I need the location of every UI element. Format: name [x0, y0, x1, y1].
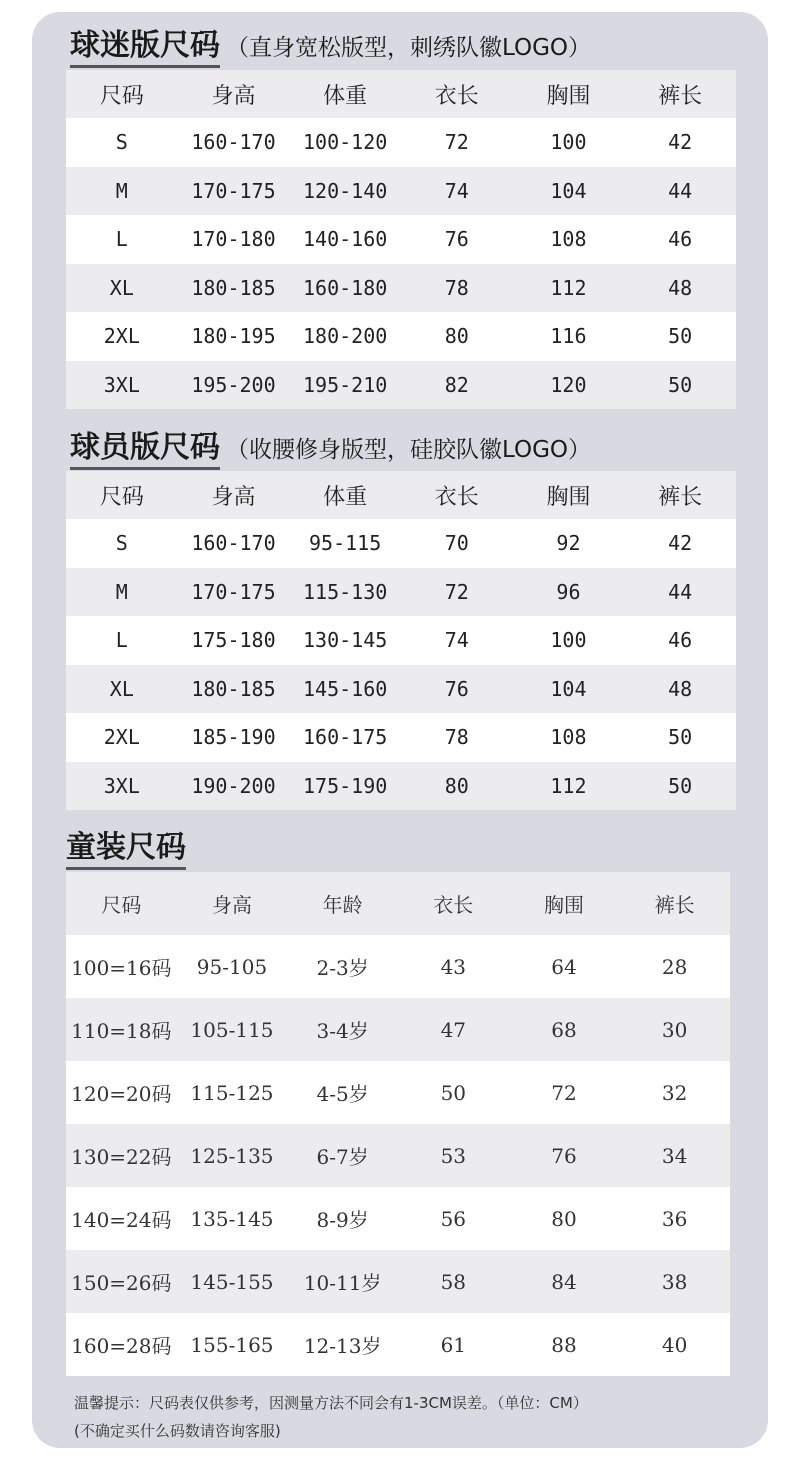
header-cell: 衣长: [434, 83, 479, 109]
table-cell: 175-180: [191, 628, 276, 653]
table-cell: 42: [668, 531, 693, 556]
table-cell: 8-9岁: [316, 1208, 369, 1232]
tip-note: 温馨提示：尺码表仅供参考，因测量方法不同会有1-3CM误差。（单位：CM）: [74, 1394, 588, 1412]
header-cell: 尺码: [99, 484, 144, 510]
table-row: [66, 312, 736, 361]
table-cell: 32: [661, 1080, 688, 1105]
header-cell: 体重: [323, 83, 368, 109]
table-cell: 46: [668, 628, 693, 653]
contact-note: (不确定买什么码数请咨询客服): [74, 1422, 281, 1440]
table-row: [66, 1124, 730, 1187]
table-row: [66, 264, 736, 313]
table-cell: 140-160: [302, 227, 388, 252]
table-cell: 3-4岁: [316, 1019, 369, 1043]
table-cell: 95-105: [196, 954, 268, 979]
table-cell: XL: [109, 676, 134, 701]
table-cell: 80: [444, 324, 469, 349]
table-row: [66, 361, 736, 410]
table-cell: 170-180: [191, 227, 276, 252]
table-cell: 100-120: [302, 130, 388, 155]
header-cell: 裤长: [654, 893, 695, 917]
table-cell: 112: [550, 773, 587, 798]
table-cell: 3XL: [103, 773, 140, 798]
fan-title: 球迷版尺码: [70, 28, 220, 68]
table-row: [66, 519, 736, 568]
kids-size-table: [66, 872, 730, 1376]
table-cell: 145-160: [302, 676, 388, 701]
table-cell: 84: [551, 1269, 577, 1294]
header-cell: 尺码: [101, 893, 142, 917]
table-cell: 6-7岁: [316, 1145, 369, 1169]
table-cell: 88: [551, 1332, 577, 1357]
table-cell: 50: [440, 1080, 467, 1105]
table-cell: 135-145: [190, 1206, 274, 1231]
table-cell: 2-3岁: [316, 956, 369, 980]
table-row: [66, 167, 736, 216]
table-cell: 34: [661, 1143, 688, 1168]
table-cell: 44: [668, 178, 693, 203]
table-cell: 50: [668, 773, 693, 798]
table-row: [66, 1313, 730, 1376]
player-size-table: [66, 471, 736, 810]
table-cell: 160-170: [191, 130, 276, 155]
table-row: [66, 1061, 730, 1124]
table-row: [66, 762, 736, 811]
table-cell: 72: [444, 579, 469, 604]
table-cell: 36: [661, 1206, 688, 1231]
table-cell: 145-155: [190, 1269, 274, 1294]
table-cell: 80: [444, 773, 469, 798]
table-cell: 4-5岁: [316, 1082, 369, 1106]
table-header-row: [66, 872, 730, 935]
table-cell: 108: [550, 227, 587, 252]
player-section-title: [70, 422, 591, 466]
header-cell: 胸围: [546, 83, 591, 109]
table-cell: S: [115, 130, 128, 155]
table-cell: 76: [444, 676, 469, 701]
table-cell: 155-165: [190, 1332, 274, 1357]
table-cell: 116: [550, 324, 587, 349]
table-cell: 80: [551, 1206, 577, 1231]
header-cell: 胸围: [546, 484, 591, 510]
table-cell: 38: [661, 1269, 688, 1294]
table-cell: 180-185: [191, 676, 276, 701]
table-cell: 185-190: [191, 725, 276, 750]
table-row: [66, 935, 730, 998]
table-cell: 110=18码: [71, 1019, 172, 1043]
table-cell: 61: [440, 1332, 467, 1357]
table-cell: 53: [440, 1143, 467, 1168]
kids-section-title: [66, 822, 186, 866]
table-cell: M: [115, 579, 128, 604]
header-cell: 裤长: [658, 484, 703, 510]
table-cell: 120=20码: [71, 1082, 172, 1106]
fan-subtitle: （直身宽松版型，刺绣队徽LOGO）: [226, 35, 592, 61]
table-row: [66, 568, 736, 617]
table-cell: 125-135: [190, 1143, 274, 1168]
table-cell: 74: [444, 628, 469, 653]
table-cell: 76: [551, 1143, 577, 1168]
kids-title: 童装尺码: [66, 830, 186, 870]
header-cell: 尺码: [99, 83, 144, 109]
table-cell: 76: [444, 227, 469, 252]
table-cell: L: [115, 227, 128, 252]
table-cell: 2XL: [103, 725, 140, 750]
table-row: [66, 118, 736, 167]
table-cell: 160-170: [191, 531, 276, 556]
table-cell: 160-180: [302, 275, 388, 300]
header-cell: 体重: [323, 484, 368, 510]
table-cell: 2XL: [103, 324, 140, 349]
table-cell: 195-210: [302, 372, 388, 397]
fan-section-title: [70, 20, 591, 64]
fan-size-table: [66, 70, 736, 409]
table-row: [66, 1250, 730, 1313]
table-cell: 72: [444, 130, 469, 155]
table-cell: L: [115, 628, 128, 653]
player-subtitle: （收腰修身版型，硅胶队徽LOGO）: [226, 437, 592, 463]
table-cell: 100: [550, 628, 587, 653]
player-title: 球员版尺码: [70, 430, 220, 470]
table-cell: 50: [668, 725, 693, 750]
table-cell: 140=24码: [71, 1208, 172, 1232]
header-cell: 衣长: [434, 484, 479, 510]
table-cell: 150=26码: [71, 1271, 172, 1295]
table-cell: 130-145: [302, 628, 388, 653]
table-cell: 96: [556, 579, 581, 604]
header-cell: 身高: [211, 484, 256, 510]
table-cell: 28: [661, 954, 688, 979]
header-cell: 衣长: [433, 893, 474, 917]
table-cell: 74: [444, 178, 469, 203]
table-cell: 70: [444, 531, 469, 556]
table-cell: 10-11岁: [303, 1271, 382, 1295]
table-cell: 95-115: [309, 531, 382, 556]
table-cell: 30: [661, 1017, 688, 1042]
header-cell: 身高: [211, 83, 256, 109]
table-cell: 104: [550, 676, 587, 701]
table-cell: 40: [661, 1332, 688, 1357]
table-cell: 58: [440, 1269, 467, 1294]
table-cell: 44: [668, 579, 693, 604]
table-cell: 78: [444, 275, 469, 300]
table-header-row: [66, 471, 736, 519]
table-cell: 180-195: [191, 324, 276, 349]
table-cell: 64: [551, 954, 577, 979]
table-cell: 50: [668, 324, 693, 349]
table-cell: 195-200: [191, 372, 276, 397]
table-cell: 82: [444, 372, 469, 397]
header-cell: 年龄: [322, 893, 363, 917]
table-cell: 46: [668, 227, 693, 252]
table-row: [66, 1187, 730, 1250]
table-cell: 160-175: [302, 725, 388, 750]
table-cell: 120-140: [302, 178, 388, 203]
table-cell: 180-185: [191, 275, 276, 300]
table-cell: 115-125: [190, 1080, 274, 1105]
table-header-row: [66, 70, 736, 118]
table-cell: 190-200: [191, 773, 276, 798]
table-cell: 42: [668, 130, 693, 155]
table-cell: 112: [550, 275, 587, 300]
table-row: [66, 998, 730, 1061]
table-cell: 130=22码: [71, 1145, 172, 1169]
table-row: [66, 713, 736, 762]
table-cell: 3XL: [103, 372, 140, 397]
table-cell: 43: [440, 954, 467, 979]
table-cell: 104: [550, 178, 587, 203]
table-cell: 72: [551, 1080, 577, 1105]
table-cell: 115-130: [302, 579, 388, 604]
table-cell: 175-190: [302, 773, 388, 798]
table-cell: 50: [668, 372, 693, 397]
header-cell: 裤长: [658, 83, 703, 109]
header-cell: 胸围: [543, 893, 584, 917]
table-cell: 100=16码: [71, 956, 172, 980]
table-row: [66, 665, 736, 714]
table-cell: 170-175: [191, 178, 276, 203]
table-cell: XL: [109, 275, 134, 300]
table-cell: 120: [550, 372, 587, 397]
table-cell: S: [115, 531, 128, 556]
table-cell: 105-115: [190, 1017, 274, 1042]
table-cell: 78: [444, 725, 469, 750]
table-cell: 92: [556, 531, 581, 556]
table-cell: 12-13岁: [303, 1334, 382, 1358]
table-cell: M: [115, 178, 128, 203]
table-cell: 170-175: [191, 579, 276, 604]
table-cell: 160=28码: [71, 1334, 172, 1358]
table-row: [66, 215, 736, 264]
table-cell: 180-200: [302, 324, 388, 349]
table-cell: 68: [551, 1017, 577, 1042]
table-row: [66, 616, 736, 665]
header-cell: 身高: [211, 893, 252, 917]
table-cell: 108: [550, 725, 587, 750]
table-cell: 100: [550, 130, 587, 155]
table-cell: 56: [440, 1206, 467, 1231]
table-cell: 48: [668, 275, 693, 300]
table-cell: 47: [440, 1017, 467, 1042]
table-cell: 48: [668, 676, 693, 701]
